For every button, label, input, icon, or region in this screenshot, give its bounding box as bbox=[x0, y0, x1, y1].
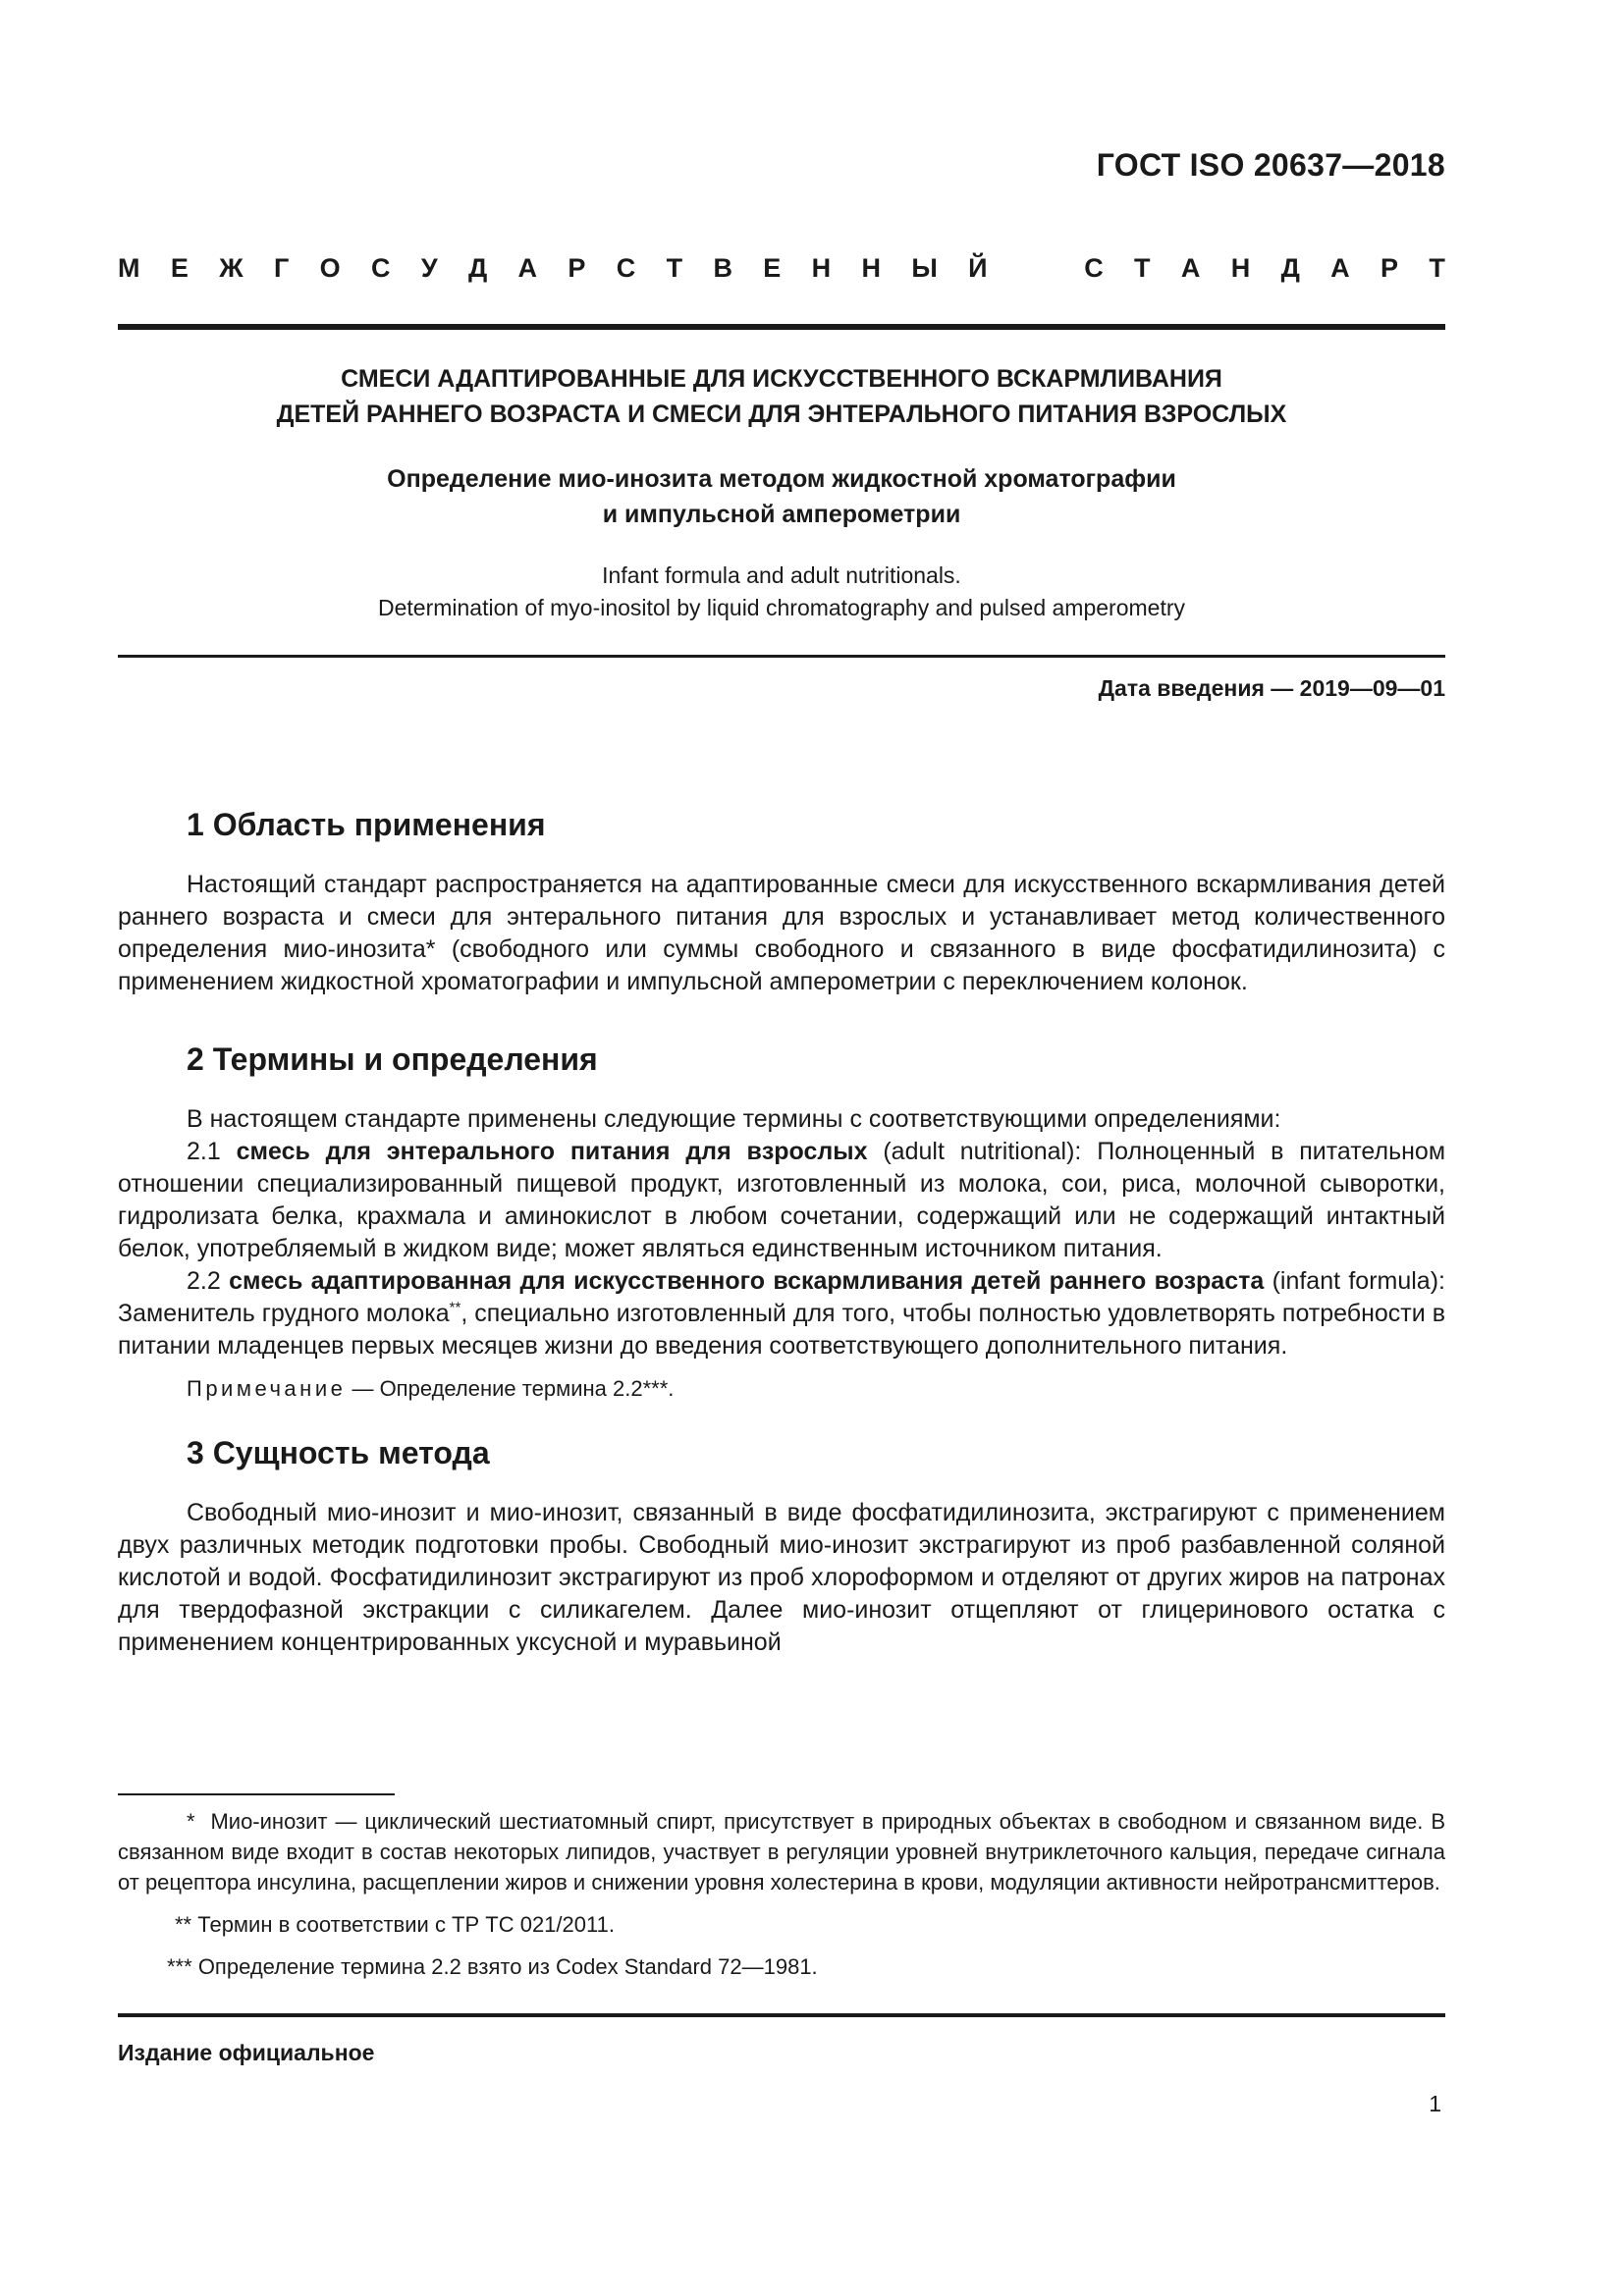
standard-number: ГОСТ ISO 20637—2018 bbox=[1096, 147, 1445, 183]
method-paragraph: Свободный мио-инозит и мио-инозит, связанный в виде фосфатидилинозита, экстрагируют с применением двух различных методик подготовки пробы. Свободный мио-инозит экстрагируют из проб разбавленной соляной кислотой и водой. Фосфатидилинозит экстрагируют из проб хлороформом и отделяют от других жиров на патронах для твердофазной экстракции с силикагелем. Далее мио-инозит отщепляют от глицеринового остатка с применением концентрированных уксусной и муравьиной bbox=[118, 1499, 1445, 1656]
category-letter: У bbox=[420, 253, 438, 283]
term-2-1 bbox=[118, 1136, 1445, 1265]
title-en-line2: Determination of myo-inositol by liquid chromatography and pulsed amperometry bbox=[377, 595, 1185, 620]
terms-intro: В настоящем стандарте применены следующие термины с соответствующими определениями: bbox=[187, 1105, 1281, 1133]
term-2-1-definition: (adult nutritional): Полноценный в питательном отношении специализированный пищевой продукт, изготовленный из молока, сои, риса, молочной сыворотки, гидролизата белка, крахмала и аминокислот в любом сочетании, содержащий или не содержащий интактный белок, употребляемый в жидком виде; может являться единственным источником питания. bbox=[118, 1138, 1446, 1262]
note-label: Примечание bbox=[187, 1376, 347, 1401]
category-letter: Н bbox=[861, 253, 881, 283]
footnote-2 bbox=[118, 1909, 1445, 1940]
section-terms bbox=[118, 1040, 1445, 1404]
title-block bbox=[118, 361, 1445, 624]
term-2-2-definition-b: , специально изготовленный для того, чтобы полностью удовлетворять потребности в питании младенцев первых месяцев жизни до введения соответствующего дополнительного питания. bbox=[118, 1300, 1446, 1360]
category-letter: Р bbox=[1380, 253, 1399, 283]
category-letter: Г bbox=[273, 253, 290, 283]
category-letter: Д bbox=[1280, 253, 1300, 283]
section-heading-method: 3 Сущность метода bbox=[187, 1435, 490, 1470]
footnote-rule bbox=[118, 1793, 395, 1795]
document-page bbox=[118, 0, 1445, 2296]
title-sub-line1: Определение мио-инозита методом жидкостной хроматографии bbox=[387, 465, 1176, 493]
category-letter: А bbox=[1180, 253, 1201, 283]
category-letter: С bbox=[1084, 253, 1104, 283]
footnote-2-mark: ** bbox=[175, 1912, 192, 1937]
category-letter: Н bbox=[811, 253, 832, 283]
category-letter: О bbox=[319, 253, 341, 283]
category-letter: Т bbox=[1134, 253, 1151, 283]
document-body bbox=[118, 805, 1445, 1659]
category-letter: В bbox=[713, 253, 732, 283]
section-method bbox=[118, 1433, 1445, 1659]
footnote-1-text: Мио-инозит — циклический шестиатомный спирт, присутствует в природных объектах в свободном и связанном виде. В связанном виде входит в состав некоторых липидов, участвует в регуляции уровней внутриклеточного кальция, передаче сигнала от рецептора инсулина, расщеплении жиров и снижении уровня холестерина в крови, модуляции активности нейротрансмиттеров. bbox=[118, 1809, 1445, 1895]
note-text: — Определение термина 2.2***. bbox=[346, 1376, 675, 1401]
title-sub-line2: и импульсной амперометрии bbox=[602, 501, 961, 528]
title-subtitle bbox=[118, 461, 1445, 532]
footer-rule bbox=[118, 2013, 1445, 2017]
category-letter: Ж bbox=[219, 253, 244, 283]
category-letter: Т bbox=[1429, 253, 1445, 283]
category-letter: С bbox=[370, 253, 391, 283]
category-word-gap bbox=[1018, 253, 1054, 284]
category-letter: Ы bbox=[911, 253, 938, 283]
category-letter: А bbox=[1330, 253, 1350, 283]
term-2-2-definition-a: (infant formula): Заменитель грудного молока bbox=[118, 1267, 1445, 1327]
footnote-3-text: Определение термина 2.2 взято из Codex Standard 72—1981. bbox=[197, 1954, 818, 1979]
footnotes bbox=[118, 1806, 1445, 1982]
term-2-2-footnote-mark: ** bbox=[449, 1299, 461, 1316]
term-2-2-number: 2.2 bbox=[187, 1267, 221, 1295]
term-2-1-term: смесь для энтерального питания для взрослых bbox=[236, 1138, 868, 1165]
header-rule bbox=[118, 324, 1445, 330]
section-heading-terms: 2 Термины и определения bbox=[187, 1041, 598, 1077]
footnote-3 bbox=[118, 1951, 1445, 1982]
title-main-line2: ДЕТЕЙ РАННЕГО ВОЗРАСТА И СМЕСИ ДЛЯ ЭНТЕРАЛЬНОГО ПИТАНИЯ ВЗРОСЛЫХ bbox=[276, 400, 1287, 428]
section-heading-scope: 1 Область применения bbox=[187, 807, 546, 842]
title-en-line1: Infant formula and adult nutritionals. bbox=[602, 562, 961, 588]
footnote-1 bbox=[118, 1806, 1445, 1897]
standard-category-heading bbox=[118, 253, 1445, 284]
category-letter: Е bbox=[170, 253, 189, 283]
category-letter: Т bbox=[666, 253, 683, 283]
category-letter: Й bbox=[968, 253, 988, 283]
title-english bbox=[118, 560, 1445, 624]
page-number: 1 bbox=[1429, 2091, 1441, 2116]
term-2-2 bbox=[118, 1265, 1445, 1362]
category-letter: С bbox=[616, 253, 636, 283]
category-letter: А bbox=[517, 253, 538, 283]
footnote-2-text: Термин в соответствии с ТР ТС 021/2011. bbox=[197, 1912, 615, 1937]
section-scope bbox=[118, 805, 1445, 998]
category-letter: М bbox=[118, 253, 140, 283]
term-2-2-term: смесь адаптированная для искусственного вскармливания детей раннего возраста bbox=[229, 1267, 1265, 1295]
footnote-3-mark: *** bbox=[167, 1954, 192, 1979]
category-letter: Е bbox=[763, 253, 782, 283]
category-letter: Д bbox=[467, 253, 488, 283]
term-2-1-number: 2.1 bbox=[187, 1138, 221, 1165]
terms-note bbox=[118, 1374, 1445, 1404]
title-main-line1: СМЕСИ АДАПТИРОВАННЫЕ ДЛЯ ИСКУССТВЕННОГО ВСКАРМЛИВАНИЯ bbox=[341, 365, 1222, 393]
edition-label: Издание официальное bbox=[118, 2040, 375, 2065]
title-rule bbox=[118, 655, 1445, 658]
footnote-1-mark: * bbox=[187, 1809, 195, 1834]
introduction-date: Дата введения — 2019—09—01 bbox=[1098, 675, 1445, 701]
category-letter: Р bbox=[568, 253, 586, 283]
scope-paragraph: Настоящий стандарт распространяется на адаптированные смеси для искусственного вскармливания детей раннего возраста и смеси для энтерального питания для взрослых и устанавливает метод количественного определения мио-инозита* (свободного или суммы свободного и связанного в виде фосфатидилинозита) с применением жидкостной хроматографии и импульсной амперометрии с переключением колонок. bbox=[118, 871, 1445, 995]
category-letter: Н bbox=[1230, 253, 1251, 283]
title-main bbox=[118, 361, 1445, 432]
